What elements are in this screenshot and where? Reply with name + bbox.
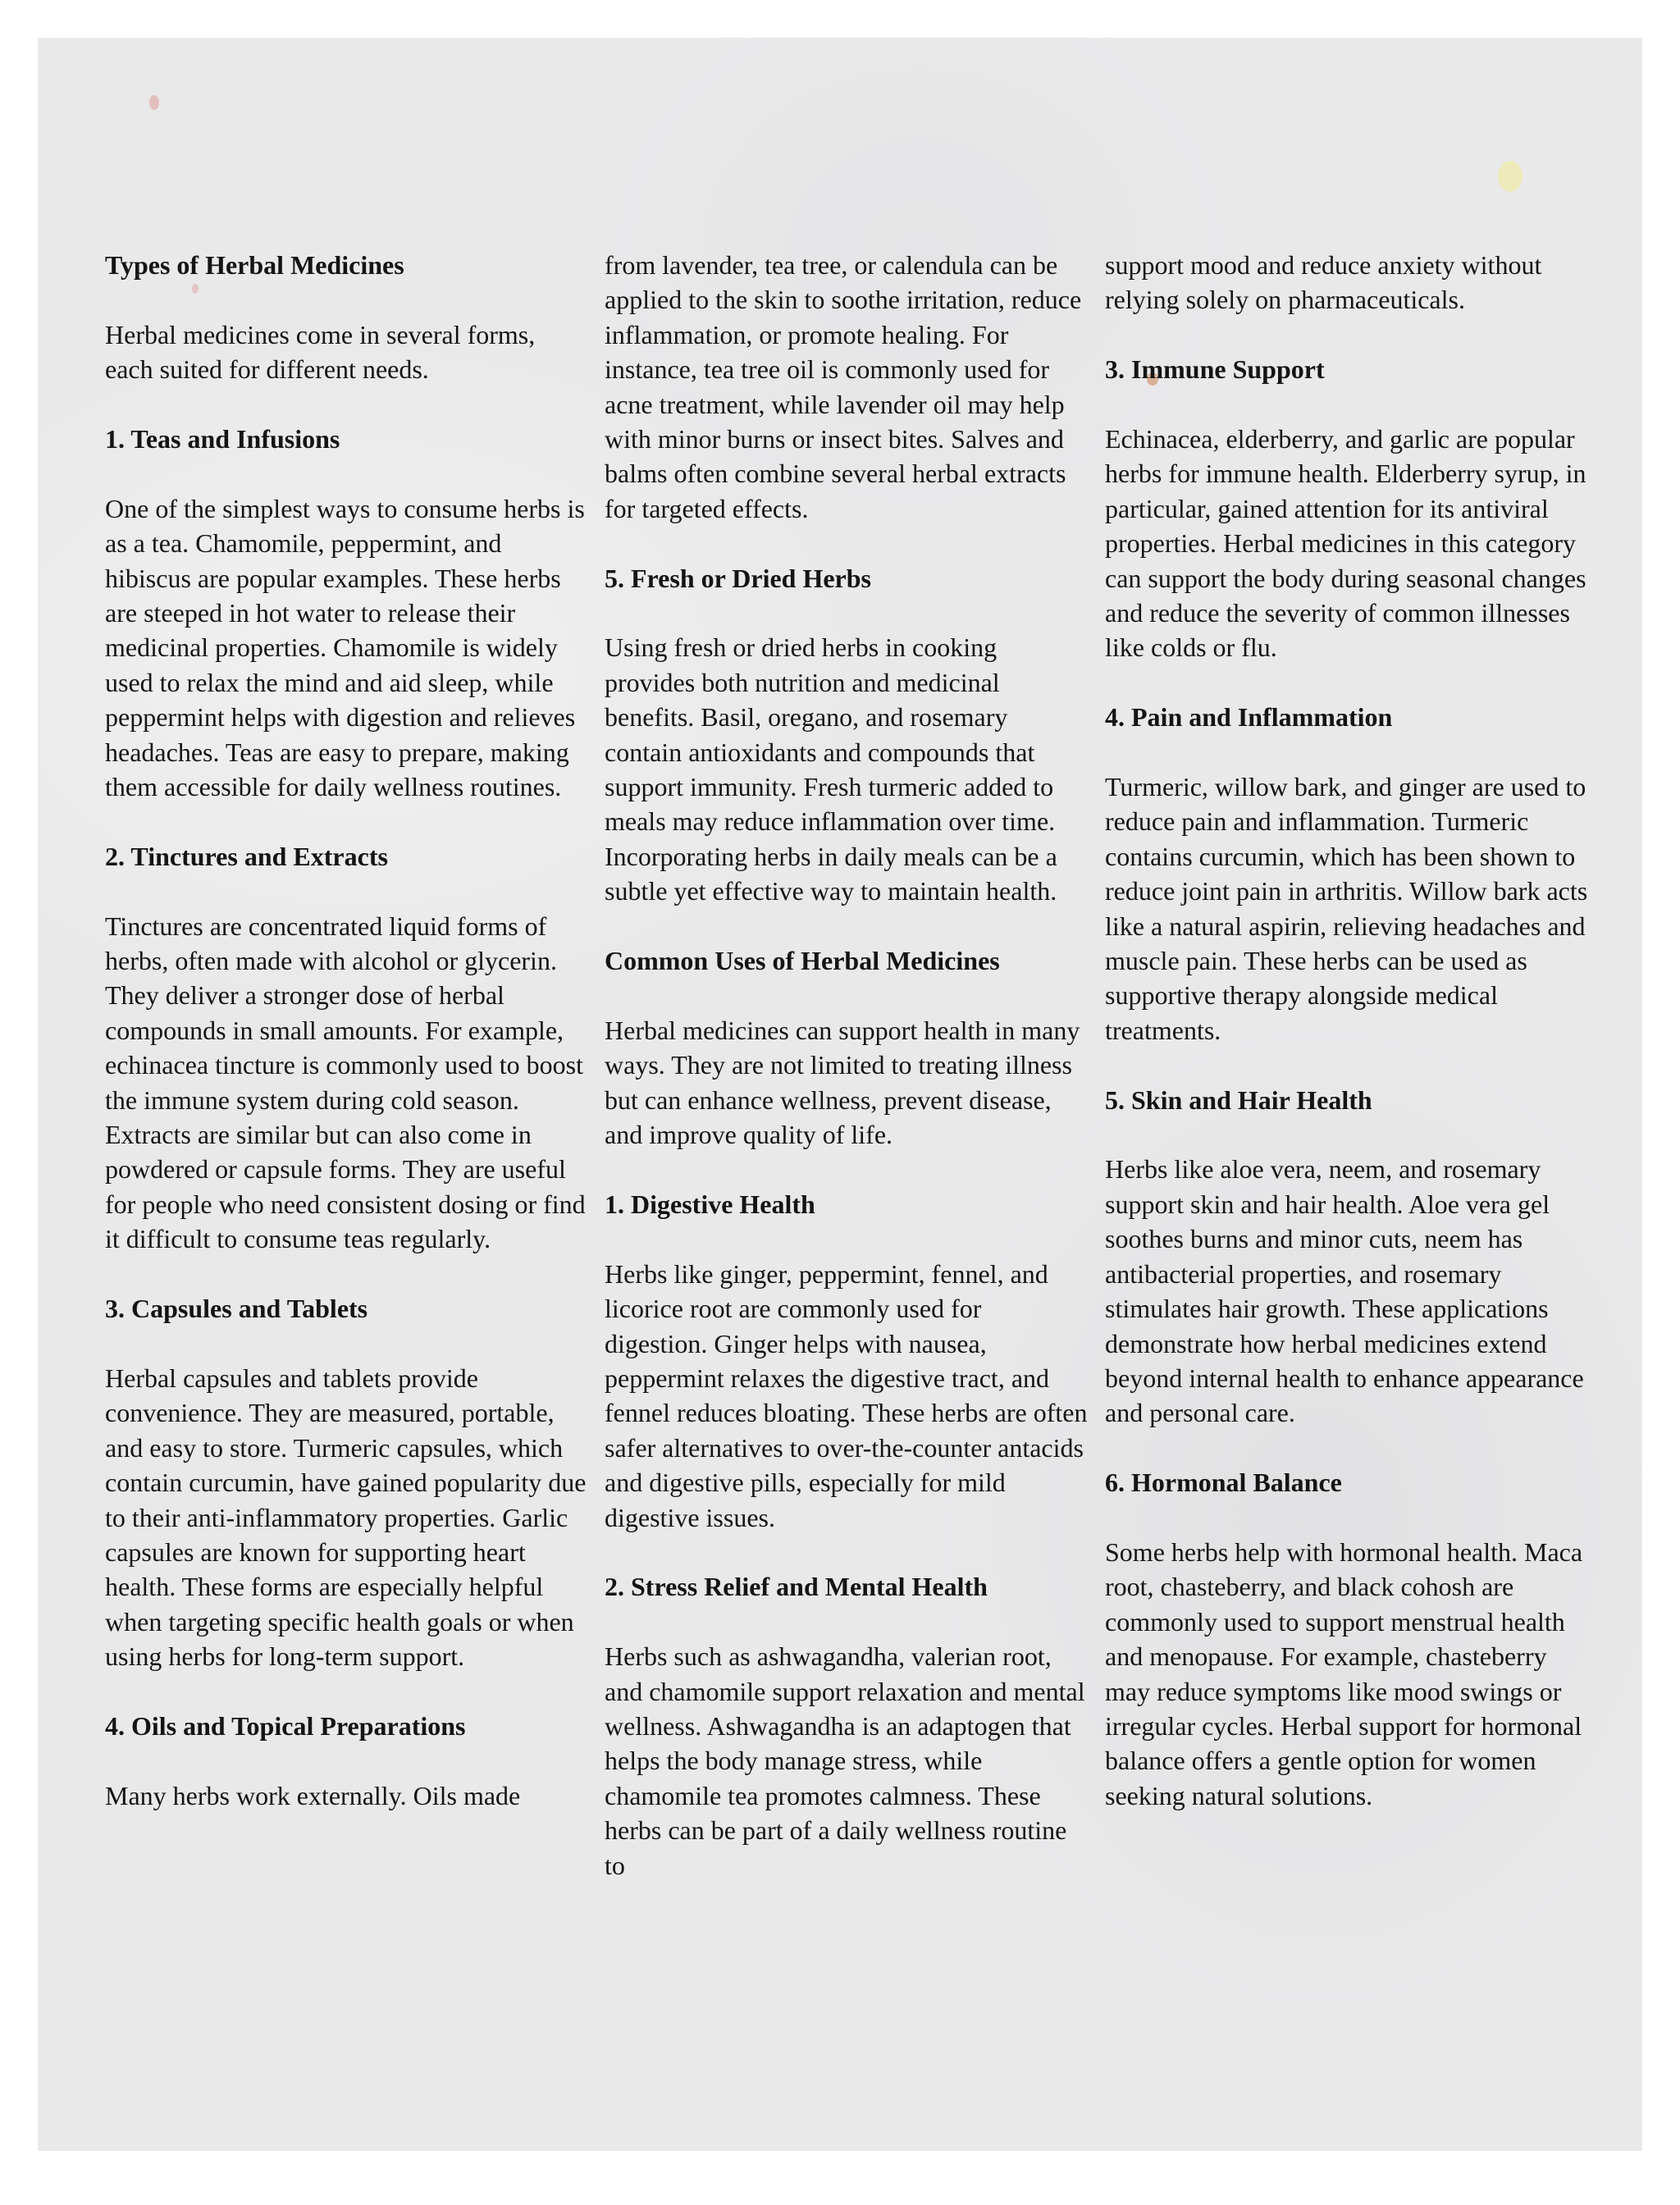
paragraph-fresh-dried-herbs: Using fresh or dried herbs in cooking provides both nutrition and medicinal benefits. Basil, oregano, and rosemary contain antioxidants and compounds that support immunity. Fresh turmeric added to meals may reduce inflammation over time. Incorporating herbs in daily meals can be a subtle yet effective way to maintain health.: [605, 632, 1057, 906]
paragraph-tinctures-extracts: Tinctures are concentrated liquid forms of herbs, often made with alcohol or glycerin. They deliver a stronger dose of herbal compounds in small amounts. For example, echinacea tincture is commonly used to boost the immune system during cold season. Extracts are similar but can also come in powdered or capsule forms. They are useful for people who need consistent dosing or find it difficult to consume teas regularly.: [105, 911, 586, 1254]
heading-immune-support: 3. Immune Support: [1105, 354, 1325, 385]
paragraph-immune-support: Echinacea, elderberry, and garlic are popular herbs for immune health. Elderberry syrup, in particular, gained attention for its antiviral properties. Herbal medicines in this category can support the body during seasonal changes and reduce the severity of common illnesses like colds or flu.: [1105, 424, 1586, 663]
intro-paragraph: Herbal medicines come in several forms, each suited for different needs.: [105, 319, 536, 385]
paragraph-digestive-health: Herbs like ginger, peppermint, fennel, and licorice root are commonly used for digestion. Ginger helps with nausea, peppermint relaxes the digestive tract, and fennel reduces bloating. These herbs are often safer alternatives to over-the-counter antacids and digestive pills, especially for mild digestive issues.: [605, 1258, 1088, 1532]
paragraph-stress-relief-start: Herbs such as ashwagandha, valerian root, and chamomile support relaxation and mental wellness. Ashwagandha is an adaptogen that helps the body manage stress, while chamomile tea promotes calmness. These herbs can be part of a daily wellness routine to: [605, 1641, 1085, 1880]
paragraph-hormonal-balance: Some herbs help with hormonal health. Maca root, chasteberry, and black cohosh are commonly used to support menstrual health and menopause. For example, chasteberry may reduce symptoms like mood swings or irregular cycles. Herbal support for hormonal balance offers a gentle option for women seeking natural solutions.: [1105, 1536, 1583, 1810]
heading-skin-hair: 5. Skin and Hair Health: [1105, 1084, 1372, 1115]
heading-capsules-tablets: 3. Capsules and Tablets: [105, 1294, 368, 1324]
paper-speck: [149, 95, 159, 110]
heading-digestive-health: 1. Digestive Health: [605, 1189, 815, 1219]
paragraph-capsules-tablets: Herbal capsules and tablets provide convenience. They are measured, portable, and easy to store. Turmeric capsules, which contain curcumin, have gained popularity due to their anti-inflammatory properties. Garlic capsules are known for supporting heart health. These forms are especially helpful when targeting specific health goals or when using herbs for long-term support.: [105, 1363, 587, 1672]
paper-speck: [1498, 161, 1522, 192]
paragraph-skin-hair: Herbs like aloe vera, neem, and rosemary support skin and hair health. Aloe vera gel soothes burns and minor cuts, neem has antibacterial properties, and rosemary stimulates hair growth. These applications demonstrate how herbal medicines extend beyond internal health to enhance appearance and personal care.: [1105, 1154, 1584, 1428]
paragraph-oils-topical-start: Many herbs work externally. Oils made: [105, 1780, 521, 1810]
section-title-common-uses: Common Uses of Herbal Medicines: [605, 946, 1000, 976]
column-1: [105, 248, 589, 1813]
paragraph-pain-inflammation: Turmeric, willow bark, and ginger are used to reduce pain and inflammation. Turmeric contains curcumin, which has been shown to reduce joint pain in arthritis. Willow bark acts like a natural aspirin, relieving headaches and muscle pain. These herbs can be used as supportive therapy alongside medical treatments.: [1105, 772, 1588, 1045]
intro-common-uses: Herbal medicines can support health in many ways. They are not limited to treating illness but can enhance wellness, prevent disease, and improve quality of life.: [605, 1015, 1080, 1150]
heading-fresh-dried-herbs: 5. Fresh or Dried Herbs: [605, 563, 871, 593]
section-title-types: Types of Herbal Medicines: [105, 250, 404, 280]
heading-teas-infusions: 1. Teas and Infusions: [105, 424, 340, 454]
paragraph-teas-infusions: One of the simplest ways to consume herbs is as a tea. Chamomile, peppermint, and hibiscus are popular examples. These herbs are steeped in hot water to release their medicinal properties. Chamomile is widely used to relax the mind and aid sleep, while peppermint helps with digestion and relieves headaches. Teas are easy to prepare, making them accessible for daily wellness routines.: [105, 493, 585, 802]
heading-stress-relief: 2. Stress Relief and Mental Health: [605, 1572, 988, 1602]
column-3: [1105, 248, 1589, 1813]
heading-oils-topical: 4. Oils and Topical Preparations: [105, 1710, 466, 1741]
heading-pain-inflammation: 4. Pain and Inflammation: [1105, 702, 1393, 733]
heading-hormonal-balance: 6. Hormonal Balance: [1105, 1468, 1342, 1498]
paragraph-oils-topical-cont: from lavender, tea tree, or calendula can be applied to the skin to soothe irritation, reduce inflammation, or promote healing. For instance, tea tree oil is commonly used for acne treatment, while lavender oil may help with minor burns or insect bites. Salves and balms often combine several herbal extracts for targeted effects.: [605, 250, 1082, 523]
heading-tinctures-extracts: 2. Tinctures and Extracts: [105, 841, 388, 871]
paragraph-stress-relief-cont: support mood and reduce anxiety without relying solely on pharmaceuticals.: [1105, 250, 1542, 315]
column-2: [605, 248, 1089, 1883]
